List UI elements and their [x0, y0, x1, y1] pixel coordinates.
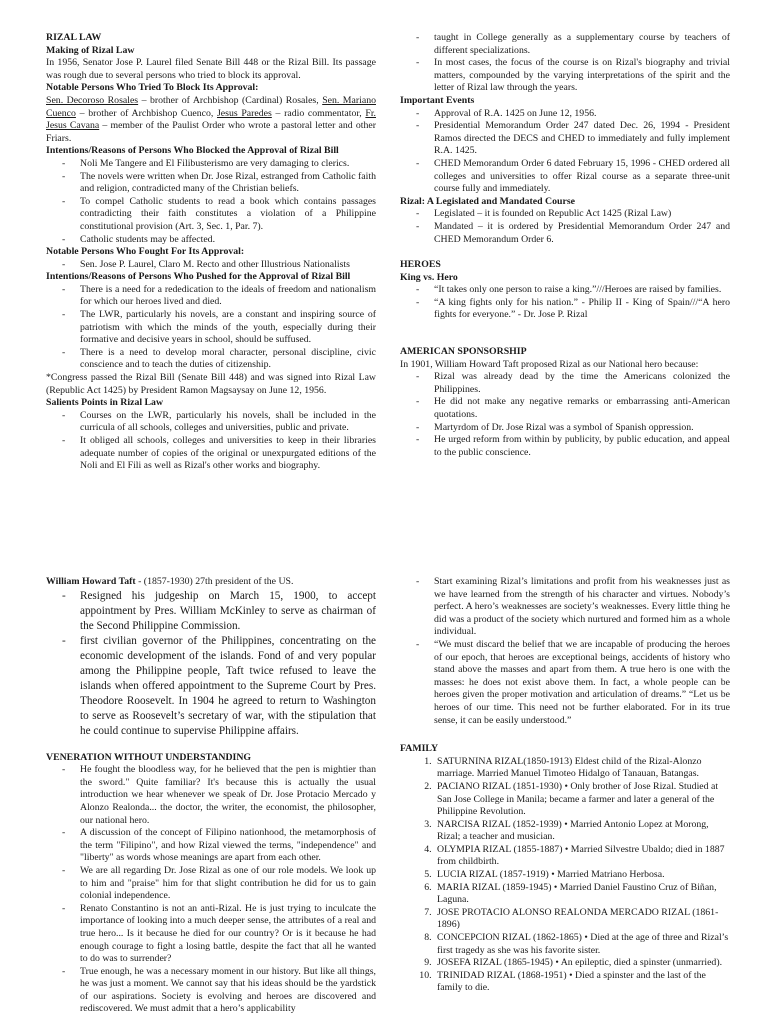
blocker-name: Sen. Decoroso Rosales — [46, 94, 139, 106]
list-item: - Martyrdom of Dr. Jose Rizal was a symbol of Spanish oppression. — [434, 422, 730, 435]
list-item: - There is a need to develop moral character, personal discipline, civic conscience and to teach the duties of citizenship. — [80, 347, 376, 372]
blocker-desc: – radio commentator, — [271, 107, 366, 119]
blockers-paragraph — [46, 95, 376, 145]
legislated-heading: Rizal: A Legislated and Mandated Course — [400, 195, 575, 207]
list-item: - He urged reform from within by publicity, by public education, and appeal to the public conscience. — [434, 434, 730, 459]
continued-list — [400, 32, 730, 95]
events-heading: Important Events — [400, 94, 475, 106]
list-item: 2. PACIANO RIZAL (1851-1930) • Only brother of Jose Rizal. Studied at San Jose College in Manila; became a farmer and later a general of the Philippine Revolution. — [434, 781, 730, 819]
list-item: - Legislated – it is founded on Republic Act 1425 (Rizal Law) — [434, 208, 730, 221]
veneration-title: VENERATION WITHOUT UNDERSTANDING — [46, 751, 252, 763]
fought-heading: Notable Persons Who Fought For Its Approval: — [46, 246, 245, 258]
list-item: - “A king fights only for his nation.” - Philip II - King of Spain///“A hero fights for everyone.” - Dr. Jose P. Rizal — [434, 297, 730, 322]
taft-name: William Howard Taft — [46, 576, 136, 587]
list-item: - Approval of R.A. 1425 on June 12, 1956. — [434, 108, 730, 121]
list-item: 9. JOSEFA RIZAL (1865-1945) • An epileptic, died a spinster (unmarried). — [434, 957, 730, 970]
bottom-right-column — [400, 576, 730, 995]
top-left-column — [46, 32, 376, 473]
list-item: 1. SATURNINA RIZAL(1850-1913) Eldest child of the Rizal-Alonzo marriage. Married Manuel Timoteo Hidalgo of Tanauan, Batangas. — [434, 756, 730, 781]
list-item: - Courses on the LWR, particularly his novels, shall be included in the curricula of all schools, colleges and universities, public and private. — [80, 410, 376, 435]
family-title: FAMILY — [400, 743, 439, 755]
blocker-desc: – member of the Paulist Order who wrote a pastoral letter and other Friars. — [46, 120, 376, 144]
veneration-list — [46, 764, 376, 1016]
list-item: - “We must discard the belief that we are incapable of producing the heroes of our epoch, that heroes are exceptional beings, accidents of history who stand above the masses and apart from them. A true hero is one with the masses: he does not exist above them. In fact, a whole people can be heroes given the proper motivation and articulation of dreams.” “Let us be heroes of our time. This need not be further elaborated. For in its true sense, it can be easily understood.” — [434, 639, 730, 727]
events-list — [400, 108, 730, 196]
list-item: - Resigned his judgeship on March 15, 1900, to accept appointment by Pres. William McKinley to serve as chairman of the Second Philippine Commission. — [80, 589, 376, 634]
list-item: - True enough, he was a necessary moment in our history. But like all things, he was just a moment. We cannot say that his ideas should be the yardstick of our aspirations. Society is evolving and heroes are discovered and rediscovered. We must admit that a hero’s applicability — [80, 966, 376, 1016]
list-item: 8. CONCEPCION RIZAL (1862-1865) • Died at the age of three and Rizal’s first tragedy as she was his favorite sister. — [434, 932, 730, 957]
king-heading: King vs. Hero — [400, 271, 458, 283]
blocker-name: Jesus Paredes — [216, 107, 272, 119]
taft-text: - (1857-1930) 27th president of the US. — [135, 576, 294, 587]
list-item: - Mandated – it is ordered by Presidential Memorandum Order 247 and CHED Memorandum Order 6. — [434, 221, 730, 246]
list-item: 6. MARIA RIZAL (1859-1945) • Married Daniel Faustino Cruz of Biñan, Laguna. — [434, 882, 730, 907]
bottom-left-column — [46, 576, 376, 1016]
list-item: - There is a need for a rededication to the ideals of freedom and nationalism for which our heroes lived and died. — [80, 284, 376, 309]
list-item: - We are all regarding Dr. Jose Rizal as one of our role models. We look up to him and "praise" him for that slight contribution he did for us to gain colonial independence. — [80, 865, 376, 903]
king-list — [400, 284, 730, 322]
salient-list — [46, 410, 376, 473]
list-item: 5. LUCIA RIZAL (1857-1919) • Married Matriano Herbosa. — [434, 869, 730, 882]
making-heading: Making of Rizal Law — [46, 44, 135, 56]
hero-reflection-list — [400, 576, 730, 727]
blocked-list — [46, 158, 376, 246]
list-item: 10. TRINIDAD RIZAL (1868-1951) • Died a spinster and the last of the family to die. — [434, 970, 730, 995]
list-item: - taught in College generally as a supplementary course by teachers of different specializations. — [434, 32, 730, 57]
taft-line — [46, 576, 376, 589]
blocker-desc: – brother of Archbishop (Cardinal) Rosales, — [138, 94, 323, 106]
list-item: - He did not make any negative remarks or embarrassing anti-American quotations. — [434, 396, 730, 421]
list-item: - It obliged all schools, colleges and universities to keep in their libraries adequate number of copies of the original or unexpurgated editions of the Noli and El Fili as well as Rizal's other works and biography. — [80, 435, 376, 473]
blocker-name: Fr. Jesus Cavana — [46, 107, 376, 132]
heroes-title: HEROES — [400, 259, 441, 271]
making-text: In 1956, Senator Jose P. Laurel filed Senate Bill 448 or the Rizal Bill. Its passage was rough due to several persons who tried to block its approval. — [46, 57, 376, 81]
list-item: - He fought the bloodless way, for he believed that the pen is mightier than the sword." Quite familiar? It's because this is actually the usual introduction we hear whenever we speak of Dr. Jose Protacio Mercado y Alonzo Realonda... the doctor, the writer, the economist, the philosopher, our national hero. — [80, 764, 376, 827]
list-item: - first civilian governor of the Philippines, concentrating on the economic development of the islands. Fond of and very popular among the Philippine people, Taft twice refused to leave the islands when offered appointment to the Supreme Court by Pres. Theodore Roosevelt. In 1904 he agreed to return to Washington to serve as Roosevelt’s secretary of war, with the stipulation that he could continue to supervise Philippine affairs. — [80, 634, 376, 739]
list-item: - Noli Me Tangere and El Filibusterismo are very damaging to clerics. — [80, 158, 376, 171]
list-item: - Sen. Jose P. Laurel, Claro M. Recto and other Illustrious Nationalists — [80, 259, 376, 272]
list-item: - Renato Constantino is not an anti-Rizal. He is just trying to inculcate the importance of looking into a much deeper sense, the attributes of a real and true hero... Is it because he died for our country? Or is it because he had enough courage to fight a losing battle, despite the fact that all he wanted to do was to surrender? — [80, 903, 376, 966]
list-item: - The novels were written when Dr. Jose Rizal, estranged from Catholic faith and religion, contradicted many of the Christian beliefs. — [80, 171, 376, 196]
list-item: 3. NARCISA RIZAL (1852-1939) • Married Antonio Lopez at Morong, Rizal; a teacher and musician. — [434, 819, 730, 844]
blocker-desc: – brother of Archbishop Cuenco, — [75, 107, 217, 119]
salient-heading: Salients Points in Rizal Law — [46, 397, 164, 409]
fought-list — [46, 259, 376, 272]
list-item: - CHED Memorandum Order 6 dated February 15, 1996 - CHED ordered all colleges and universities to offer Rizal course as a separate three-unit course fully and immediately. — [434, 158, 730, 196]
american-title: AMERICAN SPONSORSHIP — [400, 346, 527, 358]
list-item: - Start examining Rizal’s limitations and profit from his weaknesses just as we have learned from the strength of his character and virtues. Nobody’s perfect. A hero’s weaknesses are society’s weaknesses. Every little thing he did was a product of the society which nurtured and formed him as a whole individual. — [434, 576, 730, 639]
list-item: - A discussion of the concept of Filipino nationhood, the metamorphosis of the term "Filipino", and how Rizal viewed the terms, "independence" and "liberty" as words whose meanings are apart from each other. — [80, 827, 376, 865]
list-item: - Catholic students may be affected. — [80, 234, 376, 247]
family-list — [400, 756, 730, 995]
congress-note: *Congress passed the Rizal Bill (Senate Bill 448) and was signed into Rizal Law (Republic Act 1425) by President Ramon Magsaysay on June 12, 1956. — [46, 372, 376, 396]
list-item: - To compel Catholic students to read a book which contains passages contradicting their faith constitutes a violation of a Philippine constitutional provision (Art. 3, Sec. 1, Par. 7). — [80, 196, 376, 234]
blocked-heading: Intentions/Reasons of Persons Who Blocked the Approval of Rizal Bill — [46, 145, 339, 157]
rizal-law-title: RIZAL LAW — [46, 32, 102, 43]
list-item: - Presidential Memorandum Order 247 dated Dec. 26, 1994 - President Ramos directed the DECS and CHED to immediately and fully implement R.A. 1425. — [434, 120, 730, 158]
taft-list — [46, 589, 376, 739]
blockers-heading: Notable Persons Who Tried To Block Its Approval: — [46, 82, 259, 94]
list-item: - In most cases, the focus of the course is on Rizal's biography and trivial matters, compounded by the varying interpretations of the spirit and the letter of Rizal law through the years. — [434, 57, 730, 95]
list-item: - Rizal was already dead by the time the Americans colonized the Philippines. — [434, 371, 730, 396]
american-text: In 1901, William Howard Taft proposed Rizal as our National hero because: — [400, 358, 699, 370]
pushed-list — [46, 284, 376, 372]
american-list — [400, 371, 730, 459]
list-item: 4. OLYMPIA RIZAL (1855-1887) • Married Silvestre Ubaldo; died in 1887 from childbirth. — [434, 844, 730, 869]
pushed-heading: Intentions/Reasons of Persons Who Pushed for the Approval of Rizal Bill — [46, 271, 351, 283]
list-item: 7. JOSE PROTACIO ALONSO REALONDA MERCADO RIZAL (1861-1896) — [434, 907, 730, 932]
list-item: - “It takes only one person to raise a king.”///Heroes are raised by families. — [434, 284, 730, 297]
list-item: - The LWR, particularly his novels, are a constant and inspiring source of patriotism with which the minds of the youth, especially during their formative and decisive years in school, should be suffused. — [80, 309, 376, 347]
legislated-list — [400, 208, 730, 246]
top-right-column — [400, 32, 730, 459]
blocker-name: Sen. Mariano Cuenco — [46, 94, 376, 119]
